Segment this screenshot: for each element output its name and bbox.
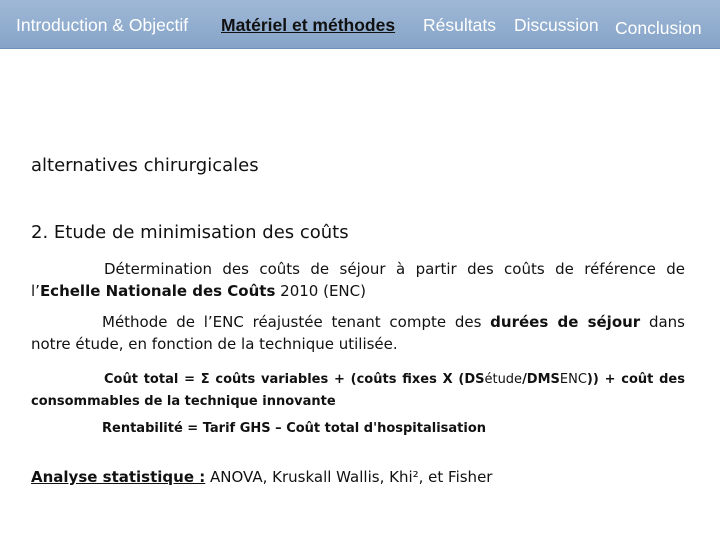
stat-methods: ANOVA, Kruskall Wallis, Khi², et Fisher	[205, 468, 493, 486]
p3-text-e: )) + coût des consommables de la technique innovante	[31, 372, 685, 409]
formula-profitability	[31, 418, 685, 440]
p2-text-duree: durées de séjour	[490, 313, 641, 331]
nav-discussion[interactable]: Discussion	[514, 15, 599, 35]
p1-text-ench: Echelle Nationale des Coûts	[39, 282, 276, 300]
p3-text-dms: /DMS	[522, 372, 560, 387]
p3-text-etude: étude	[484, 372, 523, 387]
nav-conclusion[interactable]: Conclusion	[615, 18, 702, 38]
nav-resultats[interactable]: Résultats	[423, 15, 496, 35]
paragraph-cost-determination	[31, 258, 685, 302]
p4-text: Rentabilité = Tarif GHS – Coût total d'hospitalisation	[102, 421, 487, 436]
nav-materiel-methodes[interactable]: Matériel et méthodes	[221, 15, 396, 35]
alternatives-text: alternatives chirurgicales	[31, 155, 259, 176]
p1-text-a: Détermination des coûts de séjour à partir des coûts de référence de l’	[31, 260, 685, 300]
navigation-bar	[0, 0, 720, 49]
p3-text-a: Coût total = Σ coûts variables + (coûts fixes X (DS	[104, 372, 485, 387]
p2-text-a: Méthode de l’ENC réajustée tenant compte des	[102, 313, 491, 331]
section-heading-cost-study: 2. Etude de minimisation des coûts	[31, 222, 349, 243]
formula-total-cost	[31, 369, 685, 413]
p1-text-c: 2010 (ENC)	[275, 282, 366, 300]
paragraph-enc-method	[31, 311, 685, 355]
stat-label: Analyse statistique :	[31, 468, 206, 486]
p3-text-enc: ENC	[559, 372, 587, 387]
statistical-analysis	[31, 466, 685, 488]
p2-text-c: dans notre étude, en fonction de la technique utilisée.	[31, 313, 685, 353]
nav-introduction-objectif[interactable]: Introduction & Objectif	[16, 15, 189, 35]
